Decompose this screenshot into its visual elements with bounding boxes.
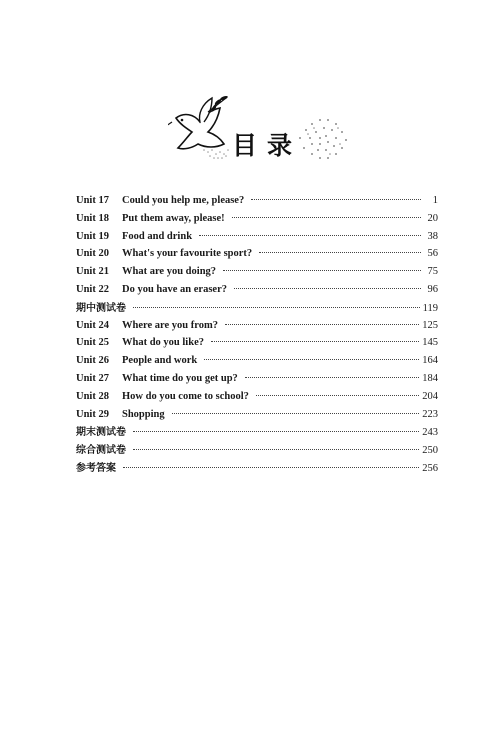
toc-title: Put them away, please!	[122, 212, 225, 224]
dot-leader	[123, 457, 419, 468]
toc-title: Do you have an eraser?	[122, 283, 227, 295]
toc-unit-label: Unit 27	[76, 372, 109, 384]
toc-page-number: 119	[422, 302, 438, 314]
toc-page-number: 256	[422, 462, 438, 474]
dot-leader	[251, 189, 421, 200]
dot-leader	[256, 385, 419, 396]
toc-unit-label: Unit 26	[76, 355, 109, 367]
toc-row[interactable]	[76, 459, 438, 477]
table-of-contents	[76, 192, 438, 477]
toc-title: 综合测试卷	[76, 445, 126, 457]
toc-page-number: 184	[422, 372, 438, 384]
toc-title: What time do you get up?	[122, 372, 238, 384]
toc-page-number: 1	[432, 195, 438, 206]
dot-leader	[133, 297, 420, 308]
toc-title: Food and drink	[122, 230, 193, 242]
dot-leader	[133, 439, 419, 450]
toc-page-number: 164	[422, 355, 438, 367]
toc-page-number: 96	[427, 283, 438, 295]
toc-page-number: 75	[427, 266, 438, 278]
toc-title: What's your favourite sport?	[122, 248, 253, 260]
toc-page-number: 56	[427, 248, 438, 260]
toc-unit-label: Unit 21	[76, 266, 109, 278]
dot-leader	[245, 367, 419, 378]
toc-title: 期末测试卷	[76, 427, 126, 439]
toc-unit-label: Unit 20	[76, 248, 109, 260]
toc-page-number: 145	[422, 337, 438, 349]
dot-leader	[211, 331, 419, 342]
toc-title: Where are you from?	[122, 319, 218, 331]
toc-title: Shopping	[122, 408, 165, 420]
toc-unit-label: Unit 18	[76, 212, 109, 224]
toc-unit-label: Unit 17	[76, 195, 109, 206]
toc-page-number: 20	[427, 212, 438, 224]
toc-unit-label: Unit 29	[76, 408, 109, 420]
toc-title: 参考答案	[76, 462, 116, 474]
toc-unit-label: Unit 19	[76, 230, 109, 242]
toc-page-number: 243	[422, 427, 438, 439]
toc-title: What do you like?	[122, 337, 204, 349]
toc-unit-label: Unit 28	[76, 390, 109, 402]
dot-leader	[234, 278, 421, 289]
toc-unit-label: Unit 25	[76, 337, 109, 349]
toc-title: 期中测试卷	[76, 302, 126, 314]
toc-title: People and work	[122, 355, 198, 367]
toc-title: How do you come to school?	[122, 390, 249, 402]
toc-unit-label: Unit 24	[76, 319, 109, 331]
dot-leader	[223, 260, 421, 271]
dot-leader	[133, 421, 419, 432]
dot-leader	[199, 225, 421, 236]
dot-leader	[204, 349, 419, 360]
toc-unit-label: Unit 22	[76, 283, 109, 295]
page-title: 目录	[232, 131, 303, 160]
toc-page-number: 223	[422, 408, 438, 420]
dot-leader	[225, 314, 419, 325]
toc-page-number: 38	[427, 230, 438, 242]
toc-title: Could you help me, please?	[122, 195, 245, 206]
toc-page-number: 204	[422, 390, 438, 402]
dot-leader	[259, 242, 421, 253]
dot-leader	[232, 207, 421, 218]
toc-title: What are you doing?	[122, 266, 217, 278]
dot-leader	[172, 403, 420, 414]
toc-page-number: 250	[422, 445, 438, 457]
toc-page-number: 125	[422, 319, 438, 331]
